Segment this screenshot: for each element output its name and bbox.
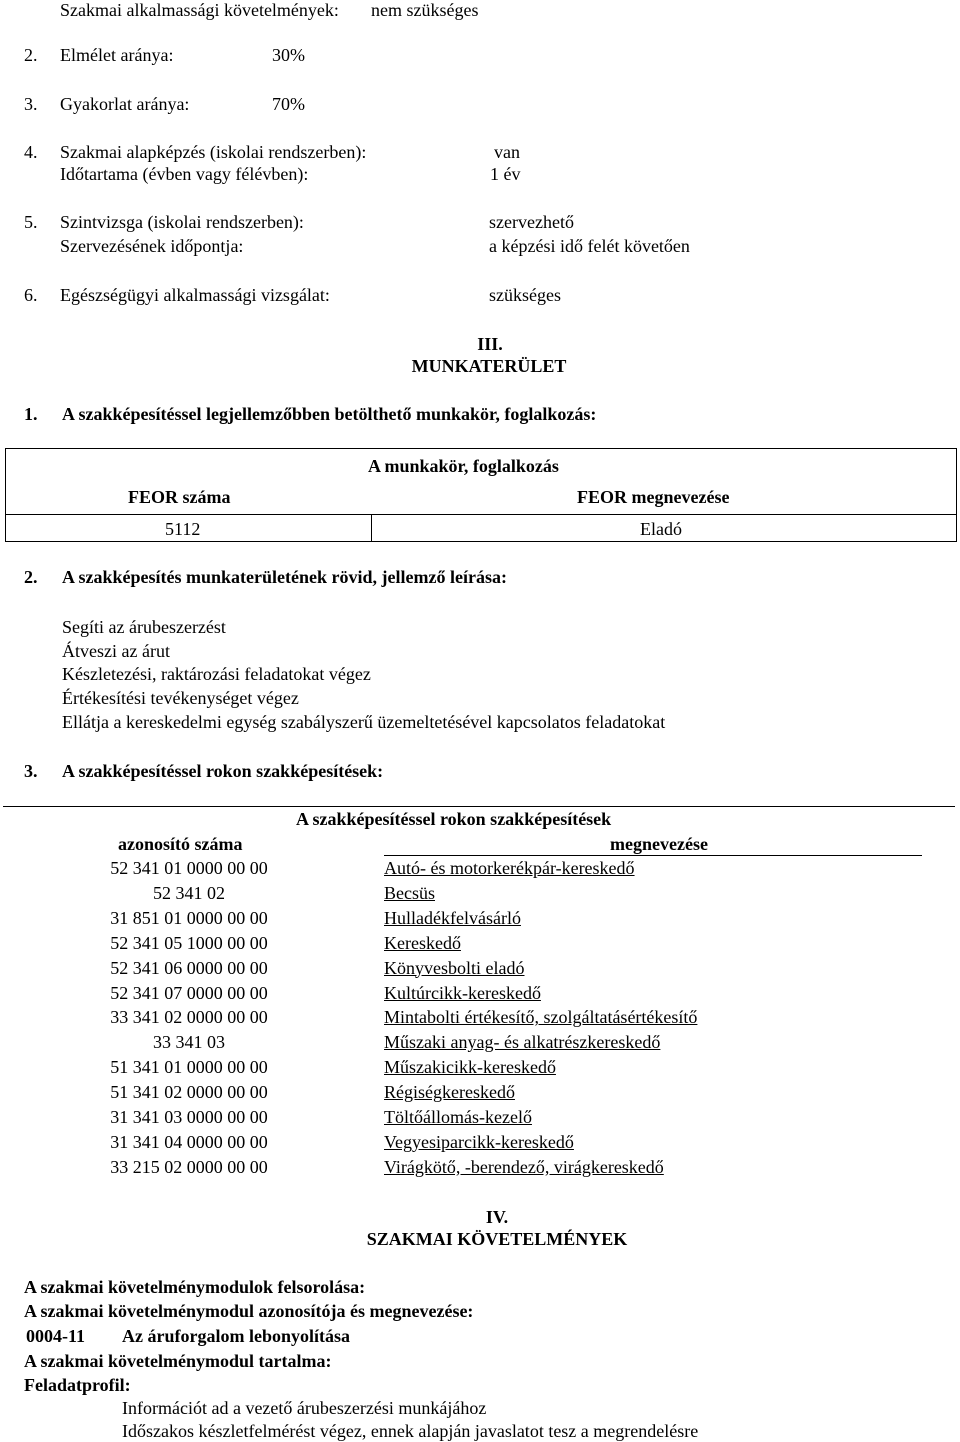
table-row	[0, 1080, 960, 1105]
item-6-label: Egészségügyi alkalmassági vizsgálat:	[60, 285, 330, 305]
item-5-label-2: Szervezésének időpontja:	[60, 236, 244, 256]
table-row	[0, 1130, 960, 1155]
section-3-roman: III.	[477, 334, 503, 354]
table-row	[0, 956, 960, 981]
qualification-id: 52 341 05 1000 00 00	[110, 932, 268, 953]
task-item: Időszakos készletfelmérést végez, ennek alapján javaslatot tesz a megrendelésre	[122, 1421, 699, 1441]
qualification-name: Mintabolti értékesítő, szolgáltatásértékesítő	[384, 1007, 698, 1028]
item-6-value: szükséges	[489, 285, 561, 305]
table-row	[0, 1155, 960, 1180]
item-4-value-2: 1 év	[490, 164, 521, 184]
description-line: Átveszi az árut	[62, 641, 170, 661]
qualification-id: 52 341 06 0000 00 00	[110, 957, 268, 978]
item-4-number: 4.	[24, 142, 38, 162]
module-id-heading: A szakmai követelménymodul azonosítója és megnevezése:	[24, 1301, 474, 1321]
qualification-name: Virágkötő, -berendező, virágkereskedő	[384, 1156, 664, 1177]
item-5-value: szervezhető	[489, 212, 574, 232]
qualification-id: 31 341 03 0000 00 00	[110, 1107, 268, 1127]
qualification-name: Régiségkereskedő	[384, 1082, 515, 1103]
qualification-id: 52 341 01 0000 00 00	[110, 858, 268, 878]
item-5-value-2: a képzési idő felét követően	[489, 236, 690, 256]
job-table-feor-value: 5112	[165, 519, 201, 539]
job-table-col-feor-name: FEOR megnevezése	[577, 487, 730, 507]
item-4-value: van	[494, 142, 520, 162]
qualification-id: 52 341 02	[153, 882, 225, 903]
module-list-heading: A szakmai követelménymodulok felsorolása:	[24, 1277, 366, 1297]
qualification-id: 33 341 02 0000 00 00	[110, 1007, 268, 1028]
description-line: Ellátja a kereskedelmi egység szabályszerű üzemeltetésével kapcsolatos feladatokat	[62, 712, 666, 732]
job-table-header: A munkakör, foglalkozás	[368, 456, 559, 476]
description-line: Készletezési, raktározási feladatokat végez	[62, 664, 371, 684]
table-row	[0, 931, 960, 956]
item-3-value: 70%	[272, 94, 305, 114]
table-row	[0, 1105, 960, 1130]
description-line: Értékesítési tevékenységet végez	[62, 688, 299, 708]
item-2-label: Elmélet aránya:	[60, 45, 174, 65]
qualification-id: 31 851 01 0000 00 00	[110, 907, 268, 928]
table-row	[0, 906, 960, 931]
job-table-row-divider	[5, 514, 957, 515]
related-table-col-name: megnevezése	[610, 834, 708, 854]
question-1-number: 1.	[24, 404, 38, 424]
job-table-name-value: Eladó	[640, 519, 682, 539]
qualification-name: Becsüs	[384, 882, 435, 903]
table-row	[0, 1005, 960, 1030]
task-profile-heading: Feladatprofil:	[24, 1375, 131, 1395]
table-row	[0, 1030, 960, 1055]
table-row	[0, 1055, 960, 1080]
module-name: Az áruforgalom lebonyolítása	[122, 1326, 350, 1346]
qualification-id: 33 341 03	[153, 1032, 225, 1053]
table-row	[0, 881, 960, 906]
qualification-id: 51 341 02 0000 00 00	[110, 1082, 268, 1103]
question-3-text: A szakképesítéssel rokon szakképesítések:	[62, 761, 384, 781]
description-line: Segíti az árubeszerzést	[62, 617, 226, 637]
qualification-name: Kereskedő	[384, 932, 461, 953]
section-4-title: SZAKMAI KÖVETELMÉNYEK	[366, 1229, 628, 1249]
qualification-name: Műszaki anyag- és alkatrészkereskedő	[384, 1032, 661, 1053]
qualification-id: 52 341 07 0000 00 00	[110, 982, 268, 1003]
question-2-text: A szakképesítés munkaterületének rövid, jellemző leírása:	[62, 567, 507, 587]
item-4-label-2: Időtartama (évben vagy félévben):	[60, 164, 309, 184]
qualification-name: Műszakicikk-kereskedő	[384, 1057, 556, 1078]
item-5-number: 5.	[24, 212, 38, 232]
qualification-name: Kultúrcikk-kereskedő	[384, 982, 541, 1003]
qualification-name: Autó- és motorkerékpár-kereskedő	[384, 858, 635, 878]
top-line-label: Szakmai alkalmassági követelmények:	[60, 0, 339, 20]
top-line-value: nem szükséges	[371, 0, 479, 20]
task-item: Információt ad a vezető árubeszerzési munkájához	[122, 1398, 487, 1418]
module-content-heading: A szakmai követelménymodul tartalma:	[24, 1351, 332, 1371]
qualification-name: Töltőállomás-kezelő	[384, 1107, 532, 1127]
qualification-id: 51 341 01 0000 00 00	[110, 1057, 268, 1078]
qualification-id: 33 215 02 0000 00 00	[110, 1156, 268, 1177]
section-3-title: MUNKATERÜLET	[411, 356, 567, 376]
question-3-number: 3.	[24, 761, 38, 781]
related-table-header: A szakképesítéssel rokon szakképesítések	[296, 809, 612, 829]
item-6-number: 6.	[24, 285, 38, 305]
question-1-text: A szakképesítéssel legjellemzőbben betölthető munkakör, foglalkozás:	[62, 404, 597, 424]
qualification-name: Hulladékfelvásárló	[384, 907, 521, 928]
job-table-col-feor-number: FEOR száma	[128, 487, 231, 507]
qualification-name: Könyvesbolti eladó	[384, 957, 525, 978]
item-3-number: 3.	[24, 94, 38, 114]
module-id: 0004-11	[26, 1326, 86, 1346]
question-2-number: 2.	[24, 567, 38, 587]
item-3-label: Gyakorlat aránya:	[60, 94, 190, 114]
item-5-label: Szintvizsga (iskolai rendszerben):	[60, 212, 304, 232]
table-row	[0, 981, 960, 1006]
qualification-id: 31 341 04 0000 00 00	[110, 1131, 268, 1152]
table-row	[0, 856, 960, 881]
related-table-top-border	[3, 806, 955, 807]
item-4-label: Szakmai alapképzés (iskolai rendszerben):	[60, 142, 367, 162]
item-2-value: 30%	[272, 45, 305, 65]
related-table-col-id: azonosító száma	[118, 834, 243, 854]
job-table-column-divider	[371, 514, 372, 542]
section-4-roman: IV.	[485, 1207, 509, 1227]
qualification-name: Vegyesiparcikk-kereskedő	[384, 1131, 574, 1152]
item-2-number: 2.	[24, 45, 38, 65]
